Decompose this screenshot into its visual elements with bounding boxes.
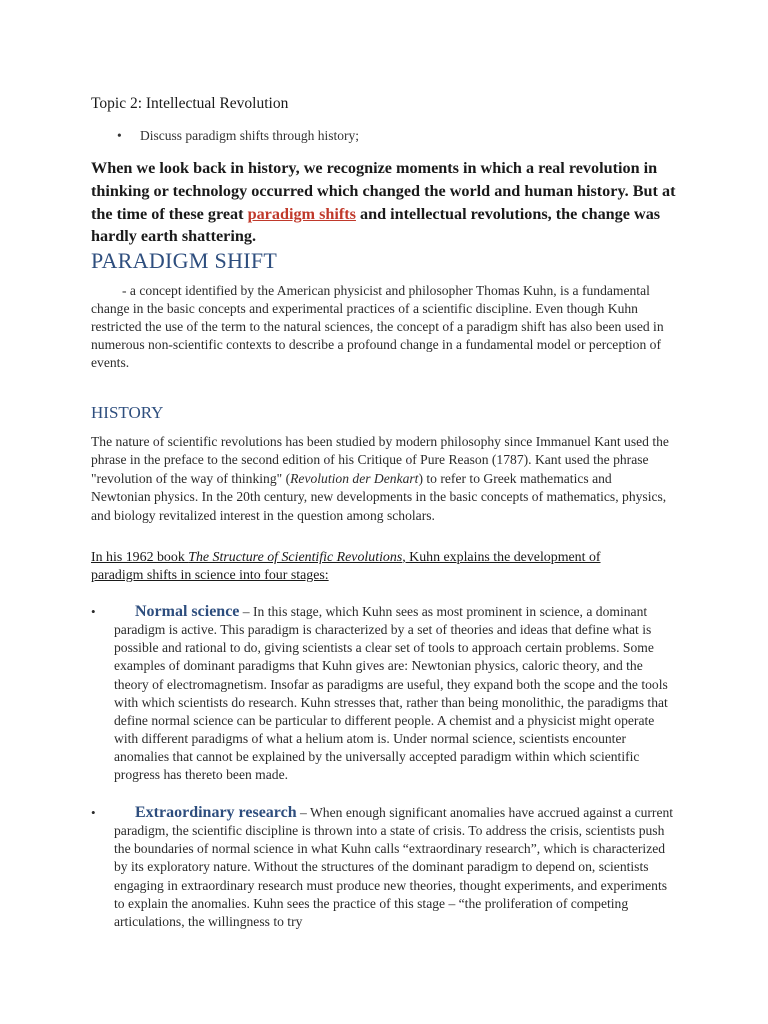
- book-line-before: In his 1962 book: [91, 550, 189, 565]
- stage-text: – When enough significant anomalies have accrued against a current paradigm, the scientific discipline is thrown into a state of crisis. To address the crisis, scientists push the boundaries of normal science in what Kuhn calls “extraordinary research”, which is characterized by its exploratory nature. Without the structures of the dominant paradigm to depend on, scientists engaging in extraordinary research must produce new theories, thought experiments, and experiments to explain the anomalies. Kuhn sees the practice of this stage – “the proliferation of competing articulations, the willingness to try: [114, 805, 674, 929]
- book-title: The Structure of Scientific Revolutions: [188, 550, 403, 565]
- stage-term: Extraordinary research: [135, 804, 297, 821]
- book-intro-line: [91, 549, 656, 585]
- intro-text-before: When we look back in history, we recognize moments in which a real revolution in thinking or technology occurred which changed the world and human history. But at the time of these great: [91, 159, 676, 223]
- bullet-marker: •: [91, 805, 96, 820]
- paradigm-shifts-link[interactable]: paradigm shifts: [247, 204, 356, 223]
- stage-term: Normal science: [135, 603, 240, 620]
- stage-text: – In this stage, which Kuhn sees as most prominent in science, a dominant paradigm is active. This paradigm is characterized by a set of theories and ideas that define what is possible and rational to do, giving scientists a clear set of tools to approach certain problems. Some examples of dominant paradigms that Kuhn gives are: Newtonian physics, caloric theory, and the theory of electromagnetism. Insofar as paradigms are useful, they expand both the scope and the tools with which scientists do research. Kuhn stresses that, rather than being monolithic, the paradigms that define normal science can be particular to different people. A chemist and a physicist might operate with different paradigms of what a helium atom is. Under normal science, scientists encounter anomalies that cannot be explained by the universally accepted paradigm within which scientific progress has thereto been made.: [114, 604, 668, 783]
- stage-body: [114, 804, 679, 931]
- intro-text-after: and intellectual revolutions, the change was hardly earth shattering.: [91, 204, 661, 246]
- definition-text: - a concept identified by the American physicist and philosopher Thomas Kuhn, is a fundamental change in the basic concepts and experimental practices of a scientific discipline. Even though Kuhn restricted the use of the term to the natural sciences, the concept of a paradigm shift has also been used in numerous non-scientific contexts to describe a profound change in a fundamental model or perception of events.: [91, 283, 664, 371]
- book-line-after: , Kuhn explains the development of paradigm shifts in science into four stages:: [91, 550, 601, 583]
- paradigm-shift-definition: [91, 282, 681, 372]
- history-text-1: The nature of scientific revolutions has been studied by modern philosophy since Immanuel Kant used the phrase in the preface to the second edition of his Critique of Pure Reason (1787). Kant used the phrase "revolution of the way of thinking" (: [91, 434, 669, 486]
- topic-title: Topic 2: Intellectual Revolution: [91, 95, 289, 112]
- history-italic-term: Revolution der Denkart: [290, 470, 419, 486]
- bullet-marker: •: [91, 604, 96, 619]
- paradigm-shift-heading: PARADIGM SHIFT: [91, 248, 278, 273]
- bullet-marker: •: [117, 128, 122, 143]
- history-paragraph: [91, 433, 673, 525]
- intro-paragraph: [91, 157, 691, 248]
- objective-text: Discuss paradigm shifts through history;: [140, 128, 359, 143]
- history-heading: HISTORY: [91, 403, 164, 422]
- history-text-2: ) to refer to Greek mathematics and Newtonian physics. In the 20th century, new developments in the basic concepts of mathematics, physics, and biology revitalized interest in the question among scholars.: [91, 470, 667, 523]
- stage-body: [114, 603, 679, 785]
